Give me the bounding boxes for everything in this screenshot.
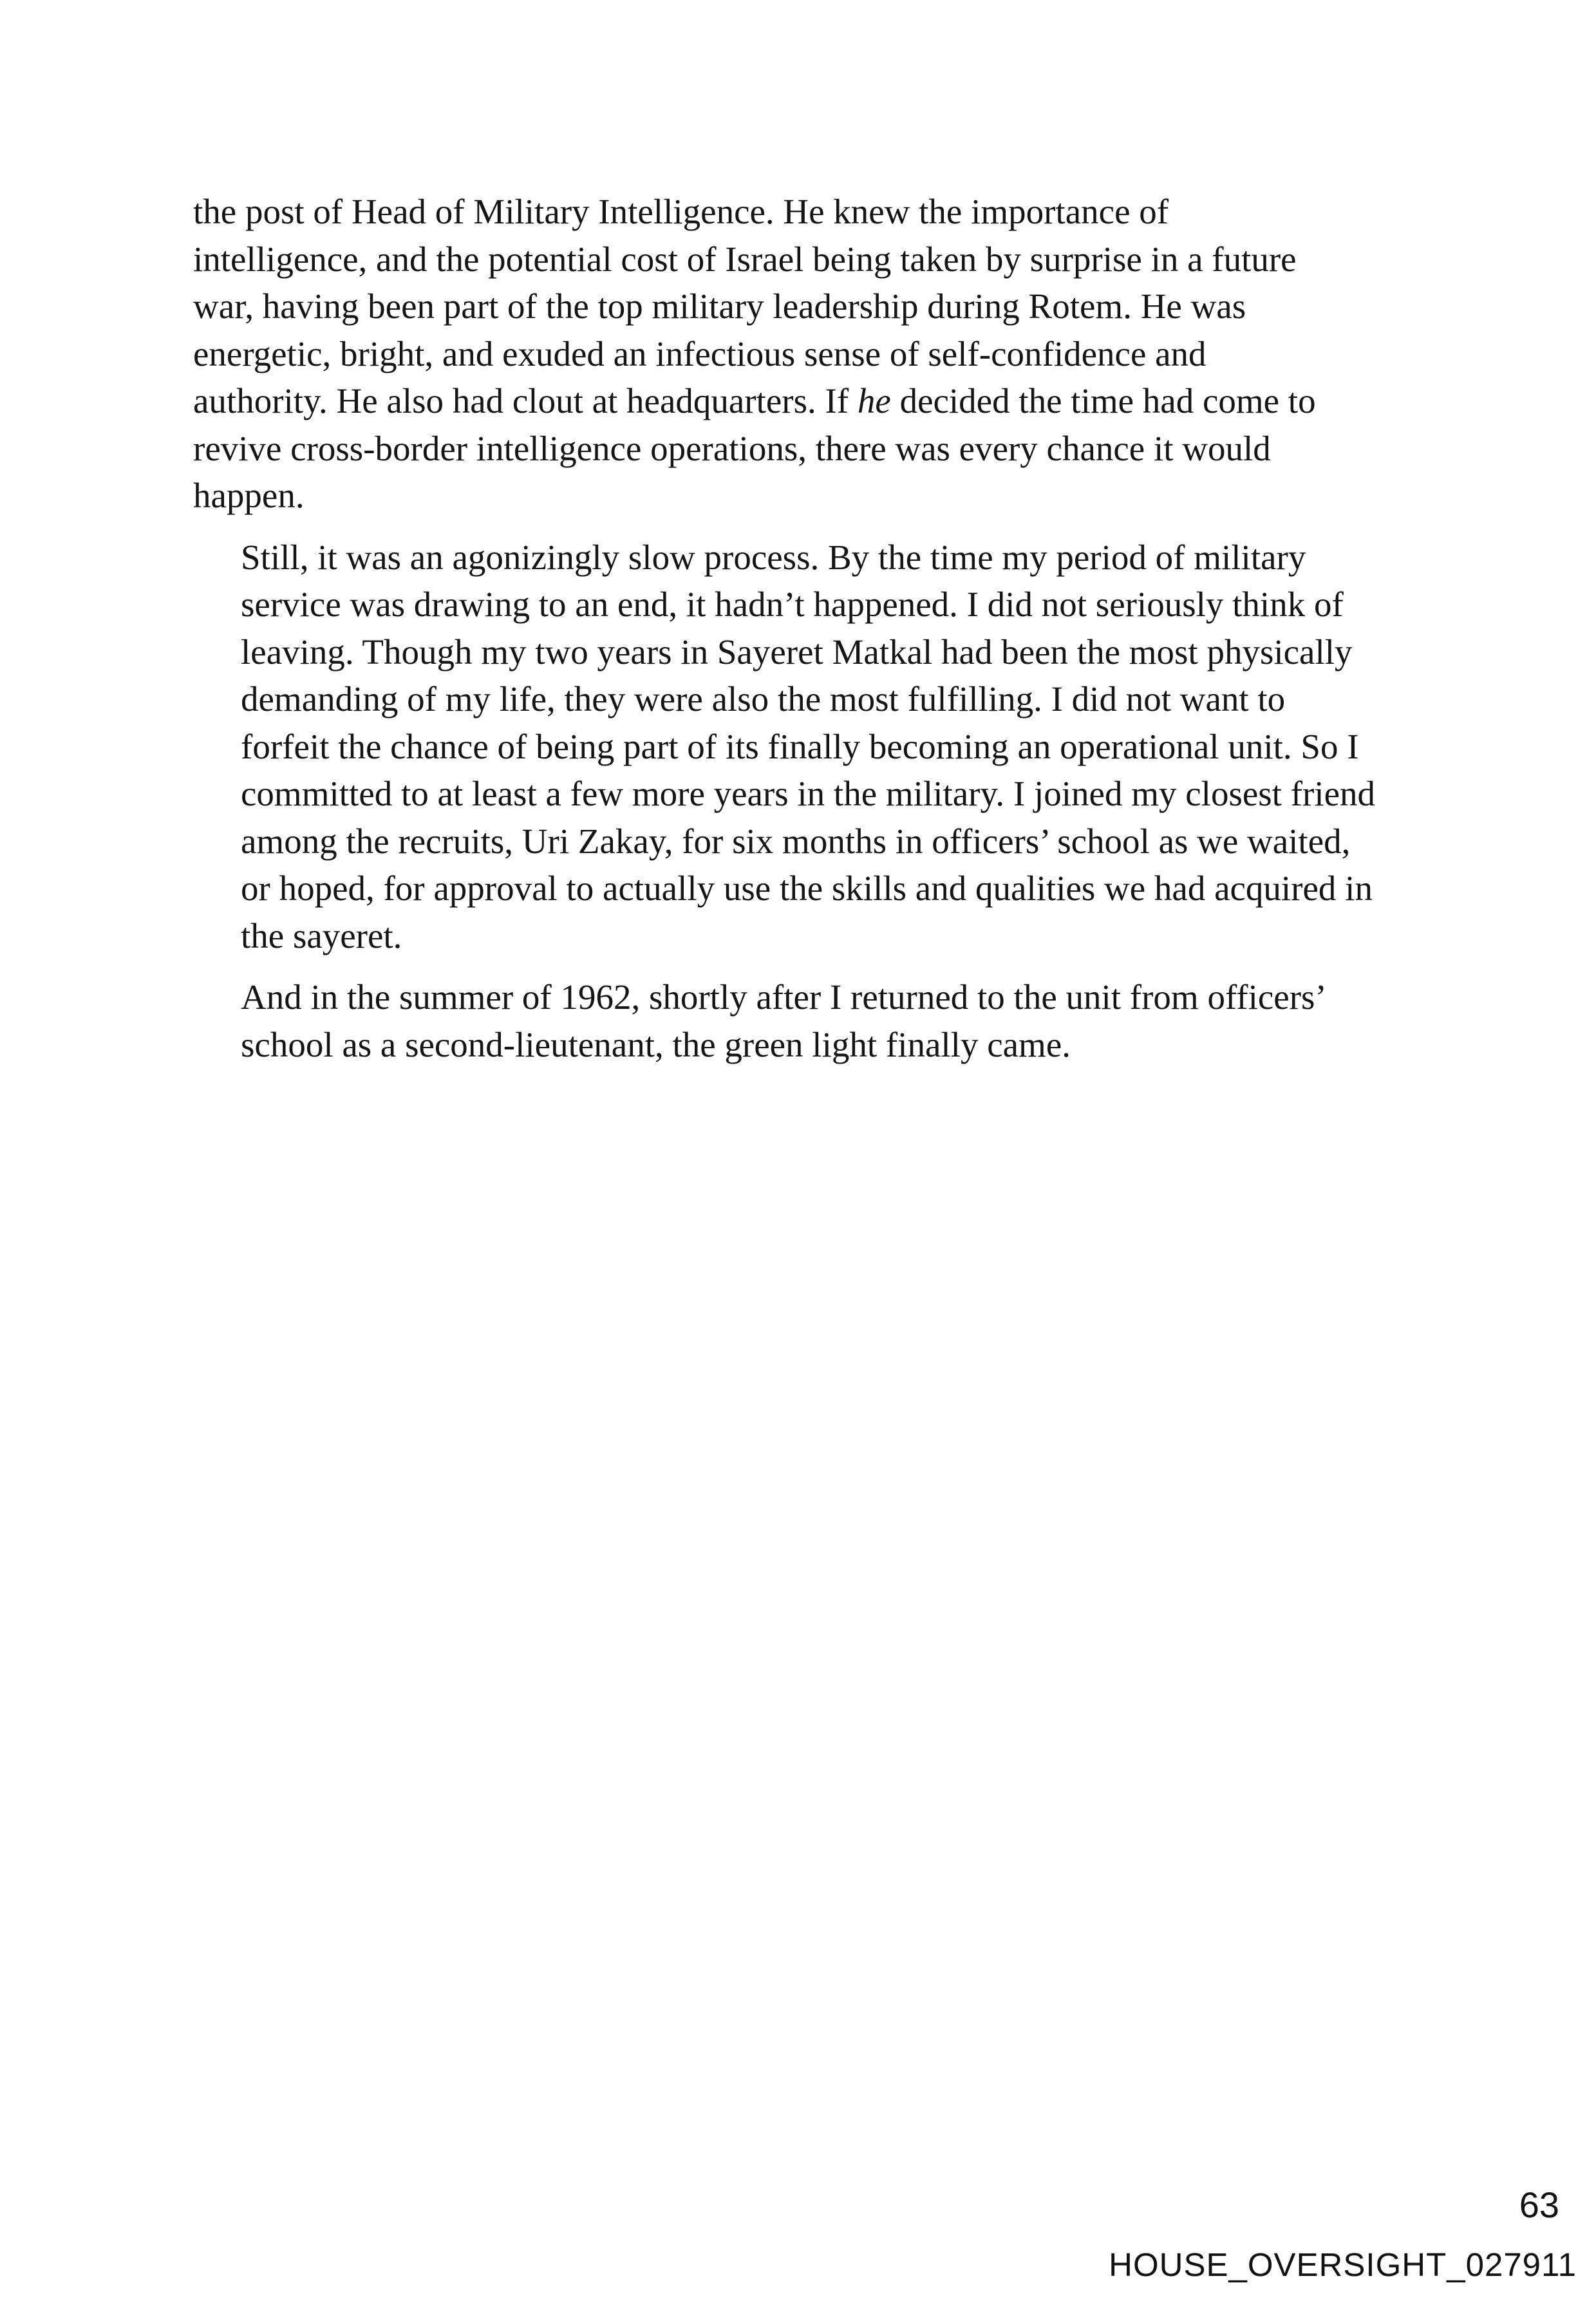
text-line: revive cross-border intelligence operations, there was every chance it would [193,428,1271,468]
text-line: Still, it was an agonizingly slow process. By the time my period of military [241,537,1306,577]
text-line [193,377,1416,425]
text-line: leaving. Though my two years in Sayeret Matkal had been the most physically [241,632,1353,672]
text-line: happen. [193,476,305,515]
text-line: or hoped, for approval to actually use the skills and qualities we had acquired in [241,869,1373,908]
text-line: energetic, bright, and exuded an infectious sense of self-confidence and [193,334,1206,373]
text-line: war, having been part of the top military leadership during Rotem. He was [193,287,1246,326]
text-line: committed to at least a few more years in the military. I joined my closest friend [241,774,1376,813]
text-line: the sayeret. [241,916,402,955]
text-line: service was drawing to an end, it hadn’t happened. I did not seriously think of [241,585,1344,624]
text-line: school as a second-lieutenant, the green light finally came. [241,1024,1071,1064]
text-line: intelligence, and the potential cost of Israel being taken by surprise in a future [193,239,1297,279]
page-number: 63 [1519,2185,1559,2225]
text-segment: authority. He also had clout at headquarters. If [193,381,858,420]
paragraph-1 [193,188,1416,520]
text-line: And in the summer of 1962, shortly after I returned to the unit from officers’ [241,977,1327,1017]
text-line: the post of Head of Military Intelligence. He knew the importance of [193,192,1169,231]
text-line: among the recruits, Uri Zakay, for six months in officers’ school as we waited, [241,821,1351,861]
bates-number: HOUSE_OVERSIGHT_027911 [1109,2246,1577,2283]
paragraph-3 [193,973,1416,1068]
text-line: forfeit the chance of being part of its finally becoming an operational unit. So I [241,726,1359,766]
emphasized-word: he [857,381,891,420]
text-line: demanding of my life, they were also the most fulfilling. I did not want to [241,679,1286,719]
text-segment: decided the time had come to [890,381,1316,420]
paragraph-2 [193,534,1416,960]
body-text [193,188,1416,1082]
